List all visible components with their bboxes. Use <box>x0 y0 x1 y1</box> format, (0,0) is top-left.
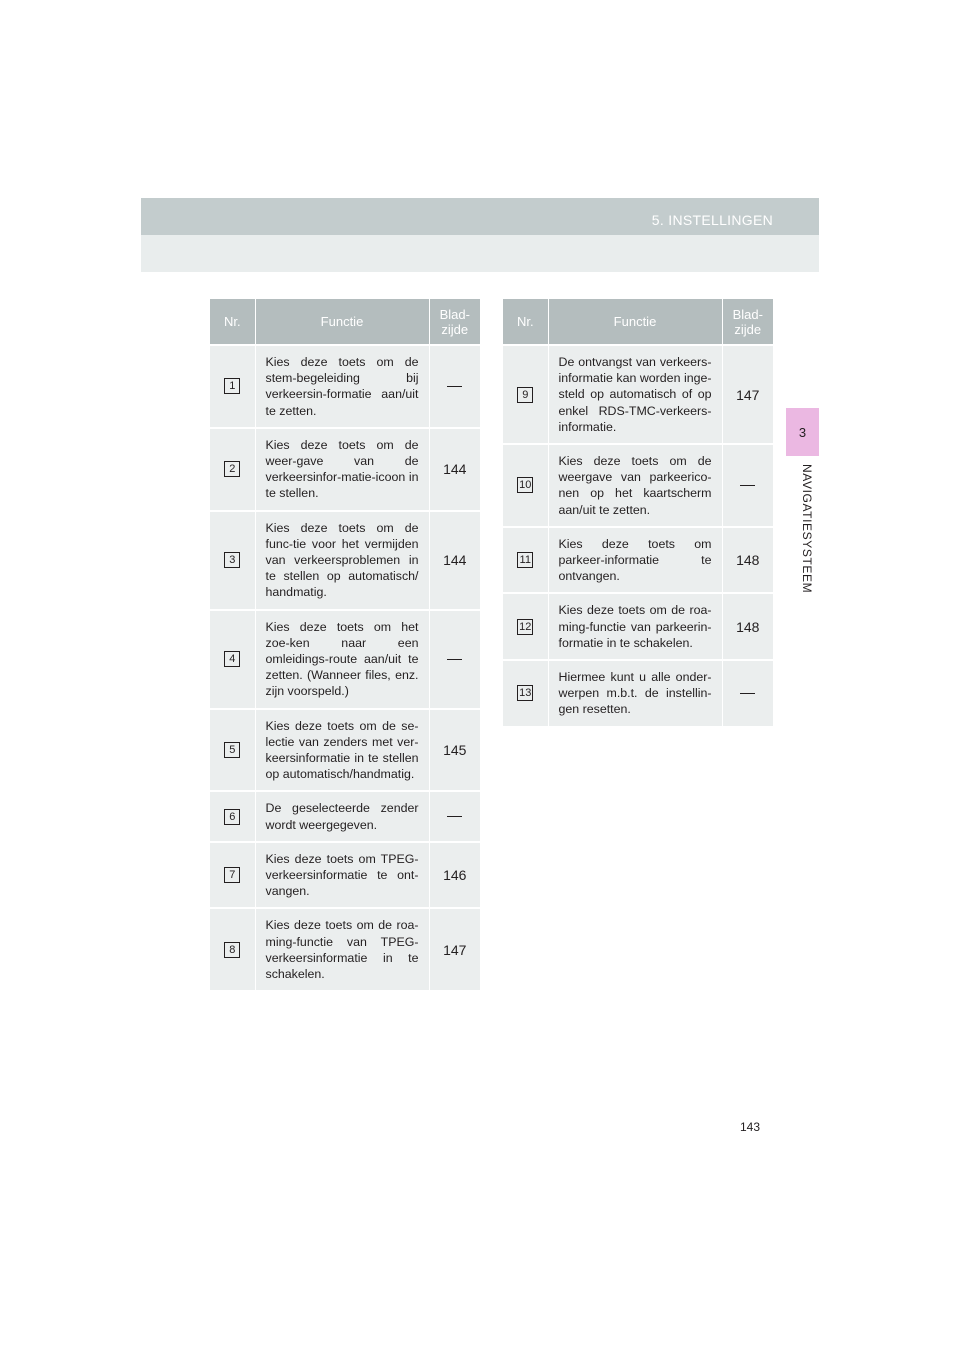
no-page-dash <box>740 485 755 486</box>
function-cell <box>548 345 722 444</box>
function-description: Kies deze toets om het zoe-ken naar een omleidings-route aan/uit te zetten. (Wanneer files, enz. zijn voorspeld.) <box>265 619 419 699</box>
function-cell <box>255 428 429 511</box>
table-row <box>210 345 480 428</box>
page-cell <box>429 511 480 610</box>
function-cell <box>255 908 429 990</box>
row-number-cell <box>210 791 255 841</box>
function-description: Kies deze toets om de weer-gave van de verkeersinfor-matie-icoon in te stellen. <box>265 437 419 501</box>
function-cell <box>255 709 429 792</box>
row-number-cell <box>210 428 255 511</box>
item-number-badge: 4 <box>224 651 240 667</box>
item-number-badge: 7 <box>224 867 240 883</box>
item-number-badge: 5 <box>224 742 240 758</box>
no-page-dash <box>447 386 462 387</box>
function-description: De ontvangst van verkeers-informatie kan worden inge-steld op automatisch of op enkel RDS-TMC-verkeers-informatie. <box>558 355 712 434</box>
function-description: Kies deze toets om de se-lectie van zenders met ver-keersinformatie in te stellen op automatisch/handmatig. <box>265 718 419 782</box>
item-number-badge: 13 <box>519 687 532 700</box>
page-cell <box>429 428 480 511</box>
column-header-nr: Nr. <box>210 299 255 345</box>
item-number-badge: 10 <box>519 479 532 492</box>
column-header-page-line2: zijde <box>734 321 762 337</box>
page-cell <box>429 842 480 909</box>
function-table-right <box>503 299 773 726</box>
table-row <box>210 428 480 511</box>
page-cell <box>722 345 773 444</box>
page-reference[interactable]: 144 <box>443 461 467 478</box>
column-header-page-line1: Blad- <box>439 306 470 322</box>
row-number-cell <box>210 345 255 428</box>
function-description: Hiermee kunt u alle onder-werpen m.b.t. de instellin-gen resetten. <box>558 670 712 717</box>
page-cell <box>429 908 480 990</box>
page-reference[interactable]: 147 <box>736 386 760 403</box>
function-description: Kies deze toets om de roa-ming-functie van TPEG-verkeersinformatie in te schakelen. <box>265 918 419 982</box>
table-row <box>503 345 773 444</box>
function-description: Kies deze toets om de roa-ming-functie van parkeerin-formatie in te schakelen. <box>558 603 712 650</box>
chapter-number: 3 <box>798 424 807 440</box>
column-header-page-line1: Blad- <box>732 306 763 322</box>
page-reference[interactable]: 148 <box>736 618 760 635</box>
table-row <box>210 610 480 709</box>
no-page-dash <box>740 693 755 694</box>
function-description: Kies deze toets om parkeer-informatie te ontvangen. <box>558 536 712 584</box>
table-row <box>503 660 773 726</box>
table-row <box>503 527 773 594</box>
column-header-nr: Nr. <box>503 299 548 345</box>
page-number: 143 <box>740 1120 761 1134</box>
function-cell <box>255 610 429 709</box>
row-number-cell <box>210 908 255 990</box>
page-reference[interactable]: 147 <box>443 941 467 958</box>
item-number-badge: 2 <box>224 461 240 477</box>
column-header-function: Functie <box>255 299 429 345</box>
row-number-cell <box>503 660 548 726</box>
table-row <box>503 444 773 527</box>
table-row <box>210 908 480 990</box>
header-bar <box>141 198 819 235</box>
page-cell <box>722 660 773 726</box>
header-subbar <box>141 235 819 272</box>
function-description: De geselecteerde zender wordt weergegeven. <box>265 801 419 832</box>
column-header-function: Functie <box>548 299 722 345</box>
section-title: 5. INSTELLINGEN <box>651 212 773 228</box>
function-table-left <box>210 299 480 990</box>
page-reference[interactable]: 144 <box>443 552 467 569</box>
function-cell <box>255 842 429 909</box>
table-row <box>210 791 480 841</box>
table-header-row <box>210 299 480 345</box>
row-number-cell <box>503 527 548 594</box>
page-cell <box>429 610 480 709</box>
row-number-cell <box>503 345 548 444</box>
function-cell <box>548 593 722 660</box>
table-row <box>503 593 773 660</box>
table-header-row <box>503 299 773 345</box>
page-reference[interactable]: 146 <box>443 867 467 884</box>
no-page-dash <box>447 816 462 817</box>
item-number-badge: 3 <box>224 552 240 568</box>
column-header-page-line2: zijde <box>441 321 469 337</box>
item-number-badge: 8 <box>224 942 240 958</box>
row-number-cell <box>210 709 255 792</box>
function-cell <box>255 791 429 841</box>
item-number-badge: 9 <box>517 387 533 403</box>
item-number-badge: 12 <box>519 620 532 633</box>
item-number-badge: 1 <box>224 378 240 394</box>
function-description: Kies deze toets om de stem-begeleiding bij verkeersin-formatie aan/uit te zetten. <box>265 355 419 418</box>
page-cell <box>722 444 773 527</box>
item-number-badge: 6 <box>224 809 240 825</box>
function-description: Kies deze toets om de weergave van parkeerico-nen op het kaartscherm aan/uit te zetten. <box>558 454 712 517</box>
row-number-cell <box>210 842 255 909</box>
table-row <box>210 709 480 792</box>
function-cell <box>255 511 429 610</box>
table-row <box>210 842 480 909</box>
page-reference[interactable]: 145 <box>443 742 467 759</box>
row-number-cell <box>210 511 255 610</box>
row-number-cell <box>503 444 548 527</box>
page-cell <box>429 709 480 792</box>
function-cell <box>548 527 722 594</box>
column-header-page <box>429 299 480 345</box>
function-cell <box>548 444 722 527</box>
function-description: Kies deze toets om TPEG-verkeersinformatie te ont-vangen. <box>265 851 419 899</box>
page-cell <box>429 345 480 428</box>
table-row <box>210 511 480 610</box>
row-number-cell <box>210 610 255 709</box>
function-cell <box>548 660 722 726</box>
page-reference[interactable]: 148 <box>736 552 760 569</box>
function-cell <box>255 345 429 428</box>
page-cell <box>722 593 773 660</box>
page-cell <box>722 527 773 594</box>
column-header-page <box>722 299 773 345</box>
chapter-label: NAVIGATIESYSTEEM <box>800 464 814 594</box>
function-description: Kies deze toets om de func-tie voor het vermijden van verkeersproblemen in te stellen op automatisch/ handmatig. <box>265 520 419 600</box>
no-page-dash <box>447 659 462 660</box>
item-number-badge: 11 <box>517 552 533 568</box>
page-cell <box>429 791 480 841</box>
row-number-cell <box>503 593 548 660</box>
chapter-tab[interactable] <box>786 408 819 456</box>
